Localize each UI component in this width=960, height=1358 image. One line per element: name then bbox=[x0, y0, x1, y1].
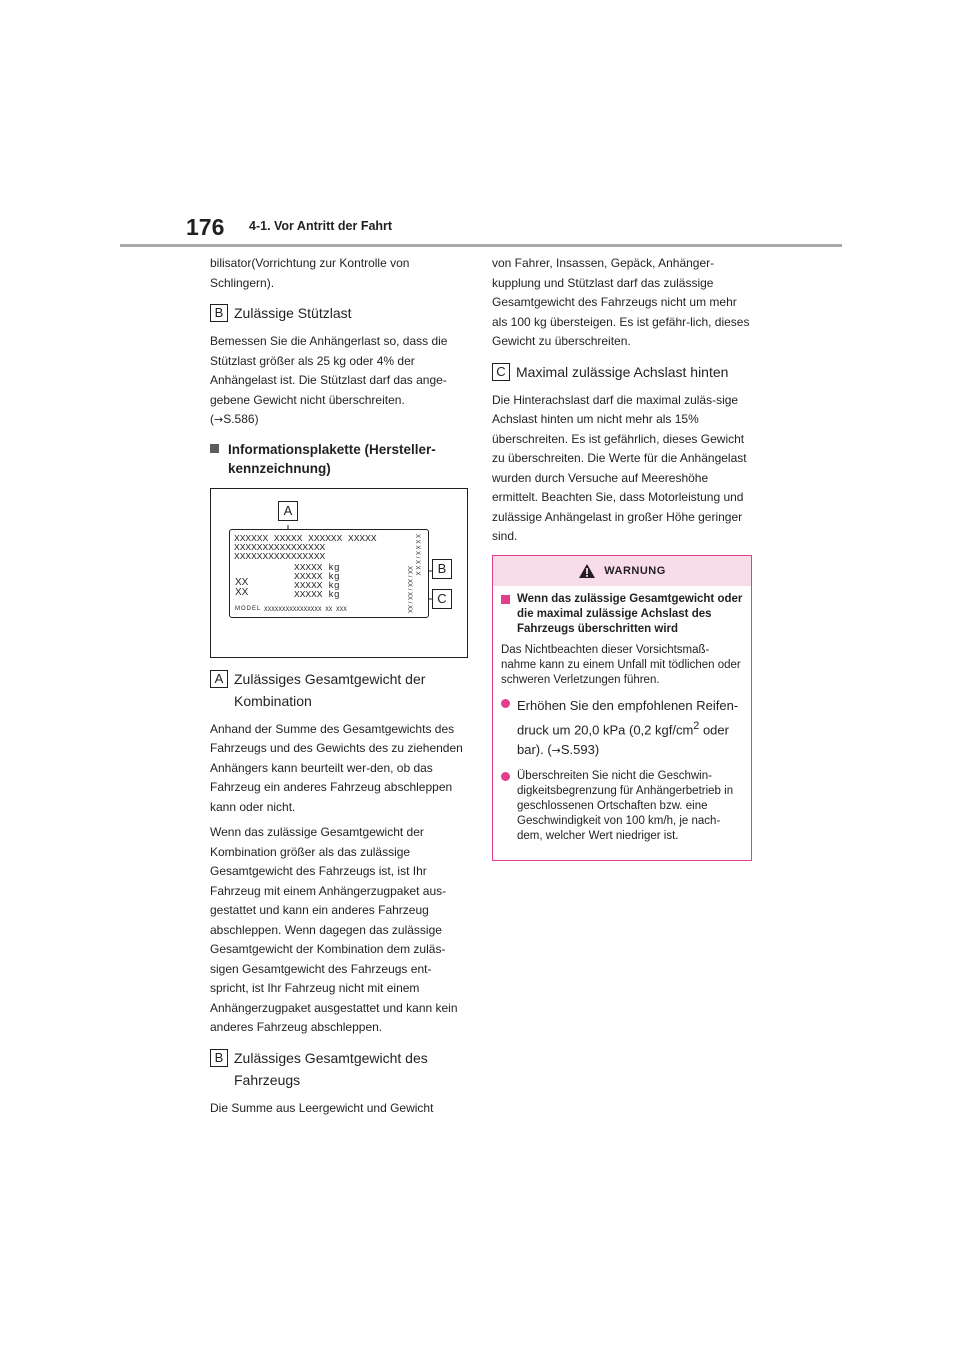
warning-title: WARNUNG bbox=[604, 564, 666, 577]
warning-header bbox=[493, 556, 751, 586]
warning-subtitle-text: Wenn das zulässige Gesamtgewicht oder die maximal zulässige Achslast des Fahrzeugs überschritten wird bbox=[517, 592, 743, 635]
bullet-1-ref: S.593) bbox=[560, 741, 600, 757]
plate-xx-1: XX bbox=[235, 576, 249, 588]
page-ref: S.586) bbox=[223, 412, 259, 426]
heading-text: Maximal zulässige Achslast hinten bbox=[516, 363, 729, 380]
warning-bullet-1 bbox=[501, 696, 743, 761]
continuation-text: von Fahrer, Insassen, Gepäck, Anhänger-kupplung und Stützlast darf das zulässige Gesamtgewicht des Fahrzeugs nicht um mehr als 100 kg übersteigen. Es ist gefähr-lich, dieses Gewicht zu überschreiten. bbox=[492, 256, 750, 348]
label-a: A bbox=[210, 670, 228, 688]
arrow-icon: → bbox=[214, 413, 224, 426]
right-column bbox=[492, 254, 752, 861]
header-rule bbox=[120, 244, 842, 247]
bullet-1-part-a: Erhöhen Sie den empfohlenen Reifen-druck um 20,0 kPa (0,2 kgf/cm bbox=[517, 697, 739, 737]
pink-square-icon bbox=[501, 595, 510, 604]
section-b-fahrzeug-heading bbox=[210, 1047, 470, 1091]
warning-body bbox=[493, 586, 751, 860]
plate-kg-1: XXXXX kg bbox=[294, 561, 340, 573]
plate-kg-2: XXXXX kg bbox=[294, 570, 340, 582]
plate-row-1: XXXXXX XXXXX XXXXXX XXXXX bbox=[234, 532, 377, 544]
plate-kg-4: XXXXX kg bbox=[294, 588, 340, 600]
intro-text: bilisator(Vorrichtung zur Kontrolle von Schlingern). bbox=[210, 256, 410, 290]
achslast-text: Die Hinterachslast darf die maximal zuläs-sige Achslast hinten um nicht mehr als 15% überschreiten. Es ist gefährlich, dieses Gewicht zu überschreiten. Die Werte für die Anhängelast wurden durch Versuche auf Meereshöhe ermittelt. Beachten Sie, dass Motorleistung und zulässige Anhängelast in großer Höhe geringer sind. bbox=[492, 392, 747, 543]
stuetzlast-ref bbox=[210, 410, 470, 430]
heading-text: Zulässiges Gesamtgewicht der Kombination bbox=[234, 670, 426, 709]
pink-dot-icon bbox=[501, 699, 510, 708]
warning-bullet-2 bbox=[501, 769, 743, 844]
plakette-heading-text: Informationsplakette (Hersteller-kennzeichnung) bbox=[228, 441, 436, 476]
pink-dot-icon bbox=[501, 772, 510, 781]
warning-subtitle bbox=[501, 592, 743, 637]
bullet-1-part-b: oder bar). ( bbox=[517, 721, 729, 757]
plate-kg-3: XXXXX kg bbox=[294, 579, 340, 591]
warning-box bbox=[492, 555, 752, 861]
plate-row-2: XXXXXXXXXXXXXXXX bbox=[234, 541, 326, 553]
label-plate bbox=[229, 529, 429, 618]
callout-c: C bbox=[432, 589, 452, 609]
plakette-heading bbox=[210, 440, 470, 478]
heading-text: Zulässiges Gesamtgewicht des Fahrzeugs bbox=[234, 1049, 428, 1088]
square-bullet-icon bbox=[210, 444, 219, 453]
label-b: B bbox=[210, 1049, 228, 1067]
callout-a: A bbox=[278, 501, 298, 521]
page-number: 176 bbox=[186, 214, 225, 240]
gesamtgewicht-text-2: Wenn das zulässige Gesamtgewicht der Kombination größer als das zulässige Gesamtgewicht des Fahrzeugs ist, ist Ihr Fahrzeug mit einem Anhängerzugpaket aus-gestattet und kann ein anderes Fahrzeug abschleppen. Wenn dagegen das zulässige Gesamtgewicht der Kombination dem zuläs-sigen Gesamtgewicht des Fahrzeugs ent-spricht, ist Ihr Fahrzeug nicht mit einem Anhängerzugpaket ausgestattet und kann kein anderes Fahrzeug abschleppen. bbox=[210, 825, 458, 1034]
plate-vertical-2: XX / XX / XX / XX bbox=[406, 565, 412, 613]
chapter-title: 4-1. Vor Antritt der Fahrt bbox=[249, 219, 393, 233]
plate-model-label: MODEL bbox=[235, 605, 262, 612]
label-c: C bbox=[492, 363, 510, 381]
fahrzeug-text: Die Summe aus Leergewicht und Gewicht bbox=[210, 1100, 434, 1115]
warning-text: Das Nichtbeachten dieser Vorsichtsmaß-nahme kann zu einem Unfall mit tödlichen oder schweren Verletzungen führen. bbox=[501, 643, 741, 686]
heading-text: Zulässige Stützlast bbox=[234, 305, 352, 321]
left-column bbox=[210, 254, 470, 1118]
section-b-stuetzlast-heading bbox=[210, 302, 470, 324]
plate-model-value: XXXXXXXXXXXXXXXX XX XXX bbox=[264, 605, 347, 613]
bullet-1-text bbox=[517, 696, 743, 761]
bullet-1-sup: 2 bbox=[693, 719, 700, 732]
bullet-2-text: Überschreiten Sie nicht die Geschwin-digkeitsbegrenzung für Anhängerbetrieb in geschlossenen Ortschaften bzw. eine Geschwindigkeit von 100 km/h, je nach-dem, welcher Wert niedriger ist. bbox=[517, 769, 734, 842]
section-c-achslast-heading bbox=[492, 361, 752, 383]
warning-triangle-icon bbox=[578, 563, 596, 579]
gesamtgewicht-text-1: Anhand der Summe des Gesamtgewichts des Fahrzeugs und des Gewichts des zu ziehenden Anhängers kann beurteilt wer-den, ob das Fahrzeug ein anderes Fahrzeug abschleppen kann oder nicht. bbox=[210, 721, 463, 814]
label-plate-figure bbox=[210, 488, 468, 658]
stuetzlast-text: Bemessen Sie die Anhängerlast so, dass die Stützlast größer als 25 kg oder 4% der Anhängelast ist. Die Stützlast darf das ange-gebene Gewicht nicht überschreiten. bbox=[210, 334, 448, 407]
label-b: B bbox=[210, 304, 228, 322]
plate-xx-2: XX bbox=[235, 586, 249, 598]
ref-open: ( bbox=[210, 412, 214, 426]
plate-vertical-1: X X X X / X X X bbox=[414, 533, 420, 575]
callout-b: B bbox=[432, 559, 452, 579]
plate-row-3: XXXXXXXXXXXXXXXX bbox=[234, 550, 326, 562]
arrow-icon: → bbox=[551, 743, 561, 757]
section-a-gesamtgewicht-heading bbox=[210, 668, 470, 712]
